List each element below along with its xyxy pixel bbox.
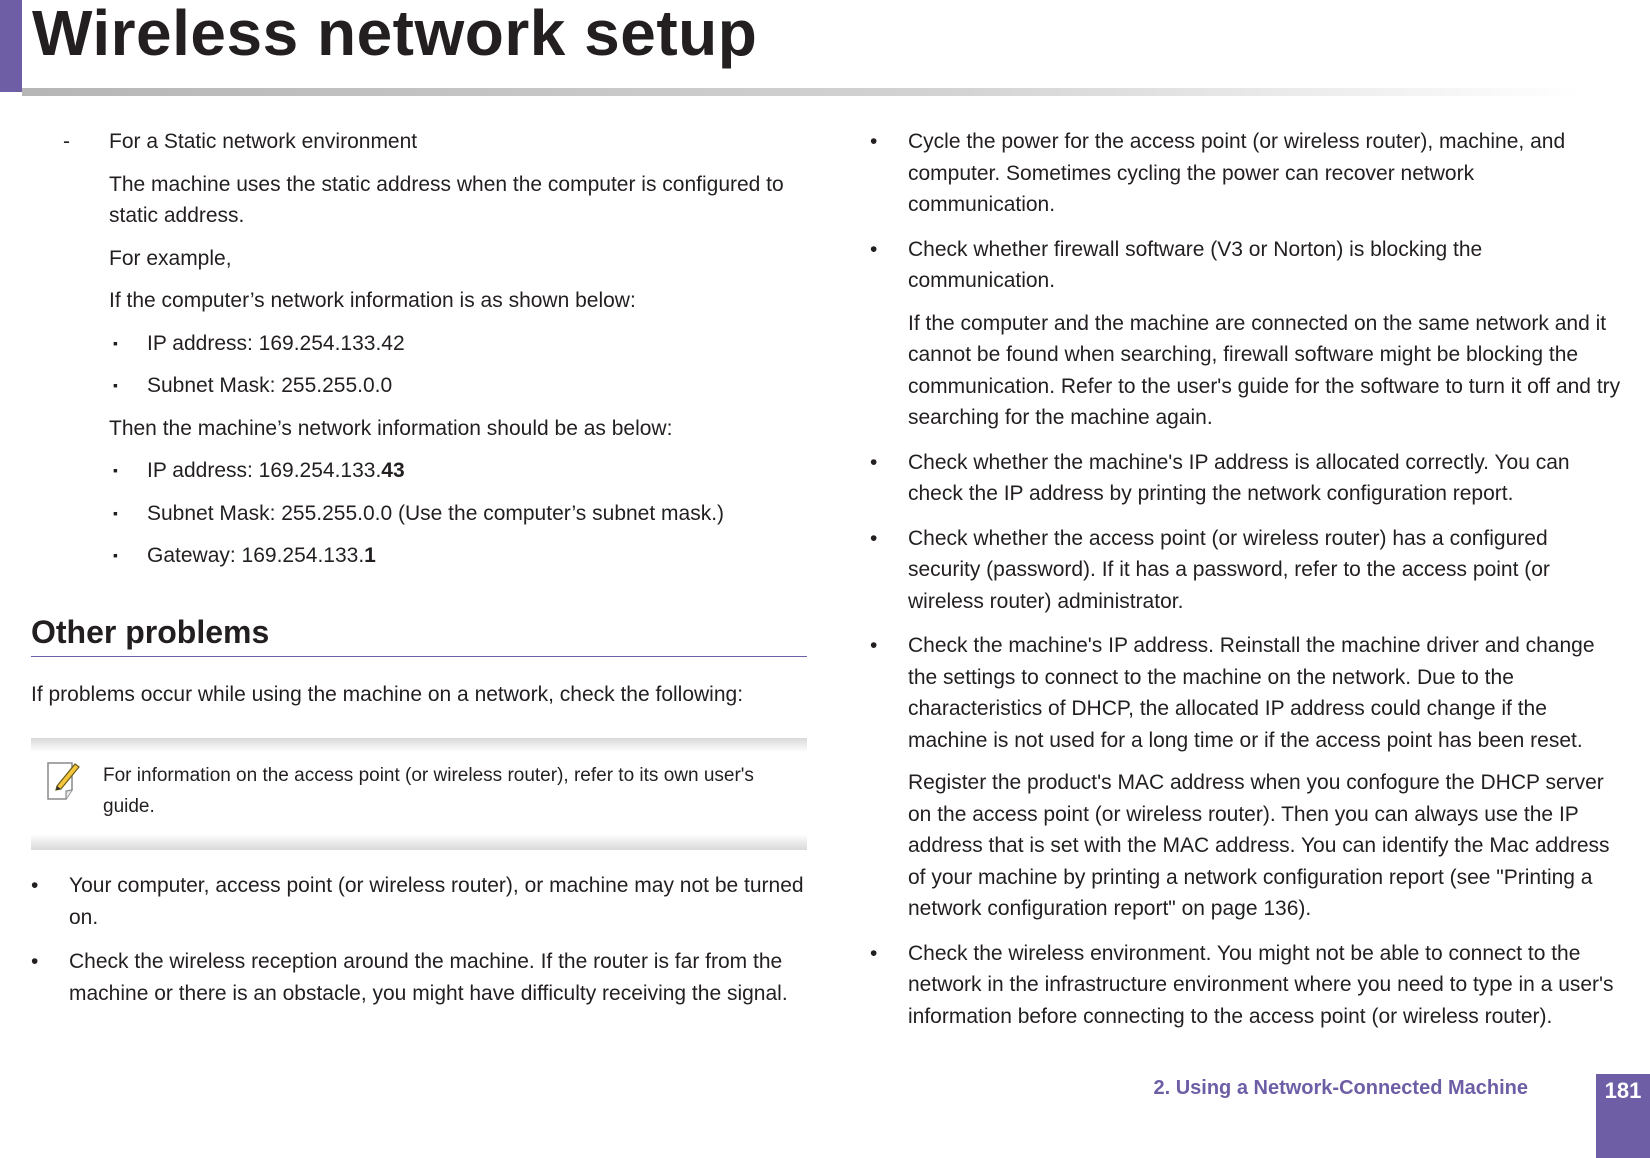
bullet-text: Check whether firewall software (V3 or Norton) is blocking the communication. xyxy=(908,237,1483,292)
footer-chapter-title: 2. Using a Network-Connected Machine xyxy=(1153,1077,1528,1099)
machine-ip-prefix: IP address: 169.254.133. xyxy=(147,459,382,482)
list-item xyxy=(31,370,807,402)
bullet-marker: • xyxy=(870,941,878,965)
bullet-marker: • xyxy=(870,526,878,550)
bullet-text: Check whether the machine's IP address is allocated correctly. You can check the IP address by printing the network configuration report. xyxy=(908,450,1570,505)
machine-ip-suffix: 43 xyxy=(381,459,405,482)
dash-marker: - xyxy=(63,130,70,153)
page-title: Wireless network setup xyxy=(32,0,758,69)
list-item xyxy=(31,328,807,360)
list-item xyxy=(31,455,807,487)
list-item xyxy=(31,540,807,572)
list-item xyxy=(870,447,1625,510)
bullet-text: Check the wireless reception around the machine. If the router is far from the machine or there is an obstacle, you might have difficulty receiving the signal. xyxy=(69,950,788,1005)
computer-ip: IP address: 169.254.133.42 xyxy=(147,331,405,355)
bullet-marker: • xyxy=(870,634,878,657)
machine-info-paragraph: Then the machine’s network information should be as below: xyxy=(109,416,673,440)
left-column xyxy=(31,126,807,1022)
header-accent-bar xyxy=(0,0,22,92)
static-network-item xyxy=(31,126,807,158)
bullet-subparagraph: Register the product's MAC address when you confogure the DHCP server on the access point (or wireless router). Then you can always use the IP address that is set with the MAC address. You can identify the Mac address of your machine by printing a network configuration report (see "Printing a network configuration report" on page 136). xyxy=(908,771,1610,920)
bullet-marker: • xyxy=(870,450,878,474)
static-network-label: For a Static network environment xyxy=(109,130,418,153)
square-bullet: ▪ xyxy=(113,504,118,521)
bullet-marker: • xyxy=(31,950,39,973)
machine-subnet: Subnet Mask: 255.255.0.0 (Use the computer’s subnet mask.) xyxy=(147,501,725,525)
bullet-text: Your computer, access point (or wireless router), or machine may not be turned on. xyxy=(69,874,804,929)
intro-paragraph: If problems occur while using the machine on a network, check the following: xyxy=(31,682,744,706)
list-item xyxy=(870,523,1625,618)
square-bullet: ▪ xyxy=(113,547,118,563)
square-bullet: ▪ xyxy=(113,334,118,351)
bullet-text: Check whether the access point (or wireless router) has a configured security (password). If it has a password, refer to the access point (or wireless router) administrator. xyxy=(908,526,1550,613)
title-divider xyxy=(22,88,1582,96)
section-heading: Other problems xyxy=(31,613,270,650)
note-box xyxy=(31,738,807,850)
list-item xyxy=(870,126,1625,221)
bullet-text: Check the machine's IP address. Reinstall the machine driver and change the settings to connect to the machine on the network. Due to the characteristics of DHCP, the allocated IP address could change if the machine is not used for a long time or if the access point has been reset. xyxy=(908,634,1595,752)
bullet-marker: • xyxy=(31,874,39,897)
example-paragraph: For example, xyxy=(109,246,232,270)
computer-subnet: Subnet Mask: 255.255.0.0 xyxy=(147,374,393,397)
bullet-subparagraph: If the computer and the machine are connected on the same network and it cannot be found when searching, firewall software might be blocking the communication. Refer to the user's guide for the software to turn it off and try searching for the machine again. xyxy=(908,311,1621,429)
square-bullet: ▪ xyxy=(113,377,118,393)
computer-info-paragraph: If the computer’s network information is as shown below: xyxy=(109,289,636,312)
list-item xyxy=(31,946,807,1009)
bullet-text: Check the wireless environment. You might not be able to connect to the network in the infrastructure environment where you need to type in a user's information before connecting to the access point (or wireless router). xyxy=(908,941,1614,1028)
right-column xyxy=(870,126,1625,1045)
list-item xyxy=(870,938,1625,1033)
page-number: 181 xyxy=(1596,1074,1650,1158)
list-item xyxy=(870,630,1625,925)
list-item xyxy=(31,498,807,530)
note-text: For information on the access point (or wireless router), refer to its own user's guide. xyxy=(103,765,754,817)
bullet-text: Cycle the power for the access point (or wireless router), machine, and computer. Sometimes cycling the power can recover network communication. xyxy=(908,130,1566,216)
static-address-paragraph: The machine uses the static address when the computer is configured to static address. xyxy=(109,172,784,227)
list-item xyxy=(31,870,807,933)
section-divider xyxy=(31,656,807,657)
bullet-marker: • xyxy=(870,237,878,261)
square-bullet: ▪ xyxy=(113,462,118,478)
bullet-marker: • xyxy=(870,130,878,153)
note-pencil-icon xyxy=(45,760,81,802)
list-item xyxy=(870,234,1625,434)
gateway-suffix: 1 xyxy=(364,544,376,567)
gateway-prefix: Gateway: 169.254.133. xyxy=(147,544,365,567)
